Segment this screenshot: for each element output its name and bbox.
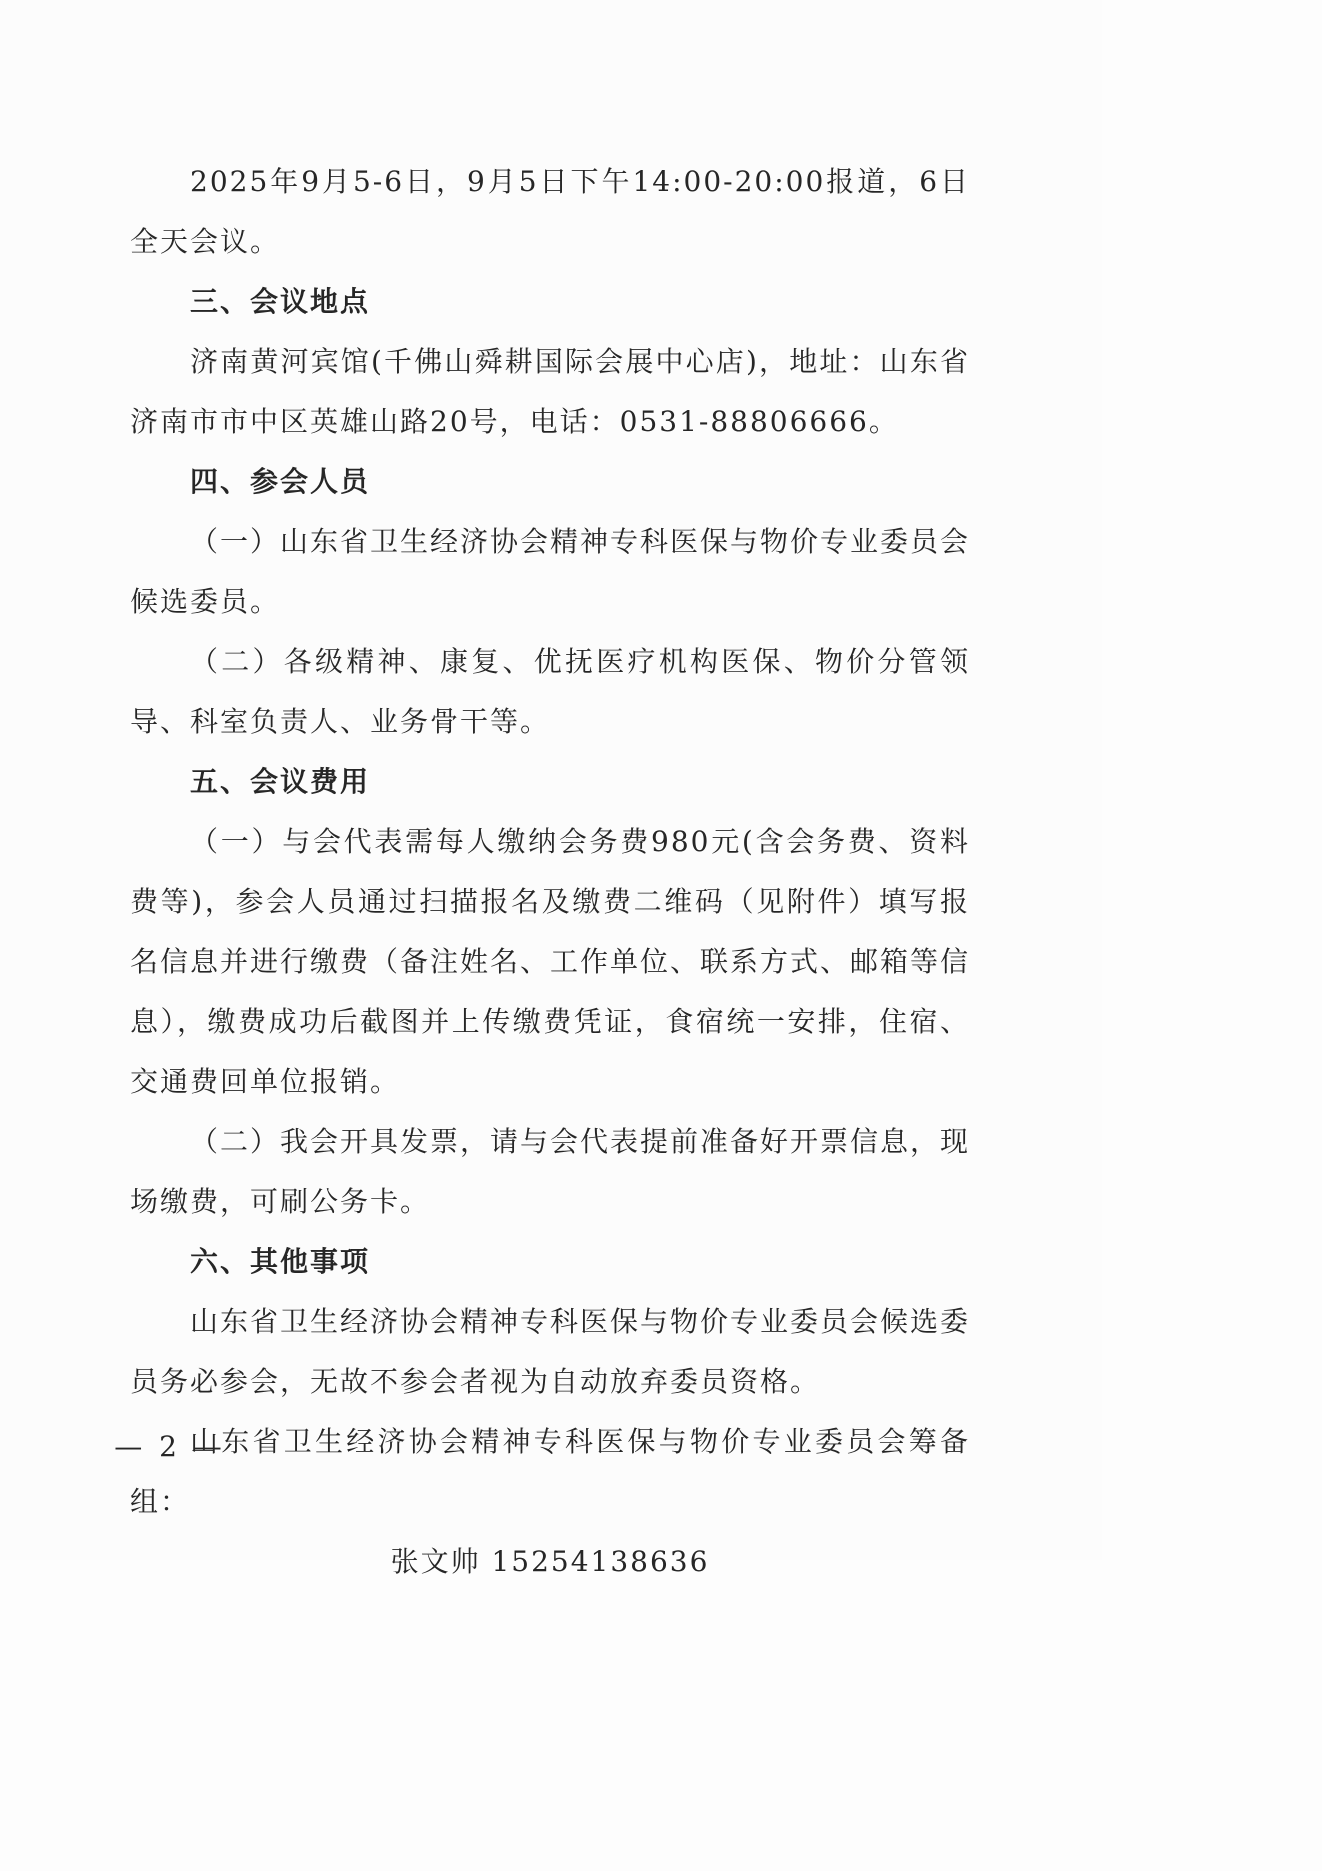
section-heading-venue: 三、会议地点 (190, 285, 371, 318)
preparatory-group-label: 山东省卫生经济协会精神专科医保与物价专业委员会筹备组： (130, 1425, 970, 1518)
fees-item-2: （二）我会开具发票，请与会代表提前准备好开票信息，现场缴费，可刷公务卡。 (130, 1125, 971, 1218)
other-paragraph: 山东省卫生经济协会精神专科医保与物价专业委员会候选委员务必参会，无故不参会者视为自动放弃委员资格。 (130, 1305, 971, 1398)
section-heading-fees: 五、会议费用 (190, 765, 371, 798)
page-number: — 2 — (114, 1430, 226, 1463)
meeting-time-paragraph: 2025年9月5-6日，9月5日下午14:00-20:00报道，6日全天会议。 (130, 165, 970, 258)
attendees-item-2: （二）各级精神、康复、优抚医疗机构医保、物价分管领导、科室负责人、业务骨干等。 (130, 645, 970, 738)
section-heading-other: 六、其他事项 (190, 1245, 371, 1278)
fees-item-1: （一）与会代表需每人缴纳会务费980元(含会务费、资料费等)，参会人员通过扫描报名及缴费二维码（见附件）填写报名信息并进行缴费（备注姓名、工作单位、联系方式、邮箱等信息），缴费成功后截图并上传缴费凭证，食宿统一安排，住宿、交通费回单位报销。 (130, 825, 971, 1098)
contact-line: 张文帅 15254138636 (390, 1545, 710, 1578)
venue-paragraph: 济南黄河宾馆(千佛山舜耕国际会展中心店)，地址：山东省济南市市中区英雄山路20号，电话：0531-88806666。 (130, 345, 970, 438)
document-body (130, 152, 970, 1592)
section-heading-attendees: 四、参会人员 (190, 465, 371, 498)
attendees-item-1: （一）山东省卫生经济协会精神专科医保与物价专业委员会候选委员。 (130, 525, 971, 618)
